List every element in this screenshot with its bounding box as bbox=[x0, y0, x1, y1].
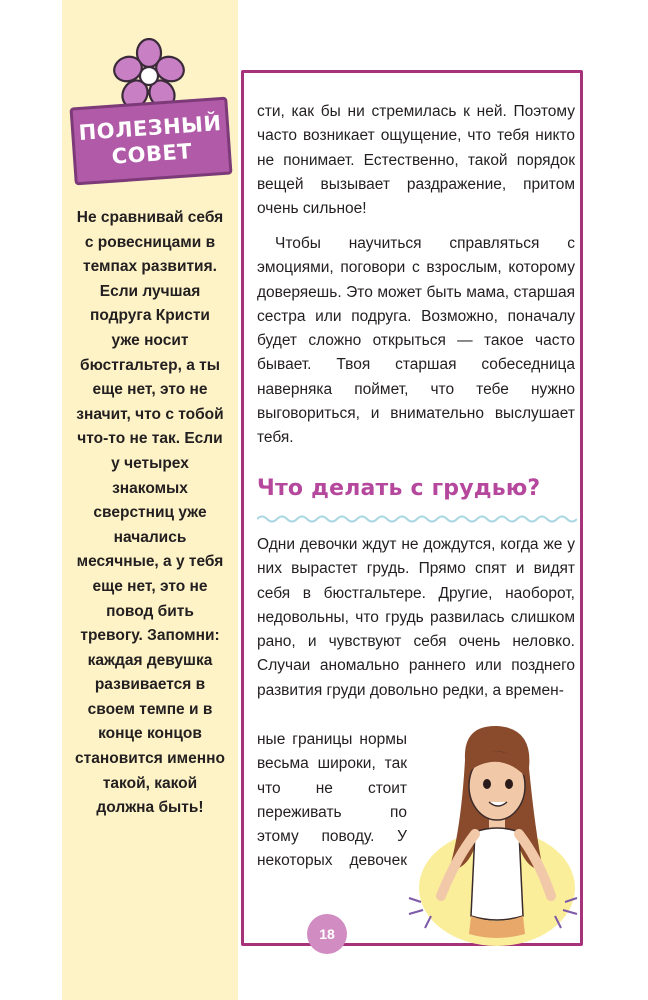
paragraph-1: сти, как бы ни стремилась к ней. Поэтому часто возникает ощущение, что тебя никто не понимает. Естественно, такой порядок вещей вызывает раздражение, притом очень сильное! bbox=[257, 103, 575, 218]
paragraph-3: Одни девочки ждут не дождутся, когда же у них вырастет грудь. Прямо спят и видят себя в бюстгальтере. Другие, наоборот, недовольны, что грудь развилась слишком рано, и чувствуют себя очень неловко. Случаи аномально раннего или позднего развития груди довольно редки, а времен- bbox=[257, 536, 575, 699]
useful-tip-badge bbox=[69, 97, 232, 186]
badge-line-1: ПОЛЕЗНЫЙ bbox=[77, 111, 223, 145]
page-number: 18 bbox=[319, 926, 335, 942]
page-number-badge bbox=[307, 914, 347, 954]
girl-illustration bbox=[405, 720, 583, 948]
section-heading: Что делать с грудью? bbox=[257, 476, 541, 501]
tip-text: Не сравнивай себя с ровесницами в темпах развития. Если лучшая подруга Кристи уже носит бюстгальтер, а ты еще нет, это не значит, что с тобой что-то не так. Если у четырех знакомых сверстниц уже начались месячные, а у тебя еще нет, это не повод бить тревогу. Запомни: каждая девушка развивается в своем темпе и в конце концов становится именно такой, какой должна быть! bbox=[75, 209, 225, 817]
badge-line-2: СОВЕТ bbox=[110, 139, 193, 169]
wavy-divider bbox=[257, 512, 577, 526]
paragraph-2: Чтобы научиться справляться с эмоциями, поговори с взрослым, которому доверяешь. Это может быть мама, старшая сестра или подруга. Возможно, поначалу будет сложно открыться — такое часто бывает. Твоя старшая собеседница наверняка поймет, что тебе нужно выговориться, и внимательно выслушает тебя. bbox=[257, 235, 575, 447]
paragraph-4: ные границы нормы весьма широки, так что не стоит переживать по этому поводу. У некоторых девочек bbox=[257, 731, 407, 870]
